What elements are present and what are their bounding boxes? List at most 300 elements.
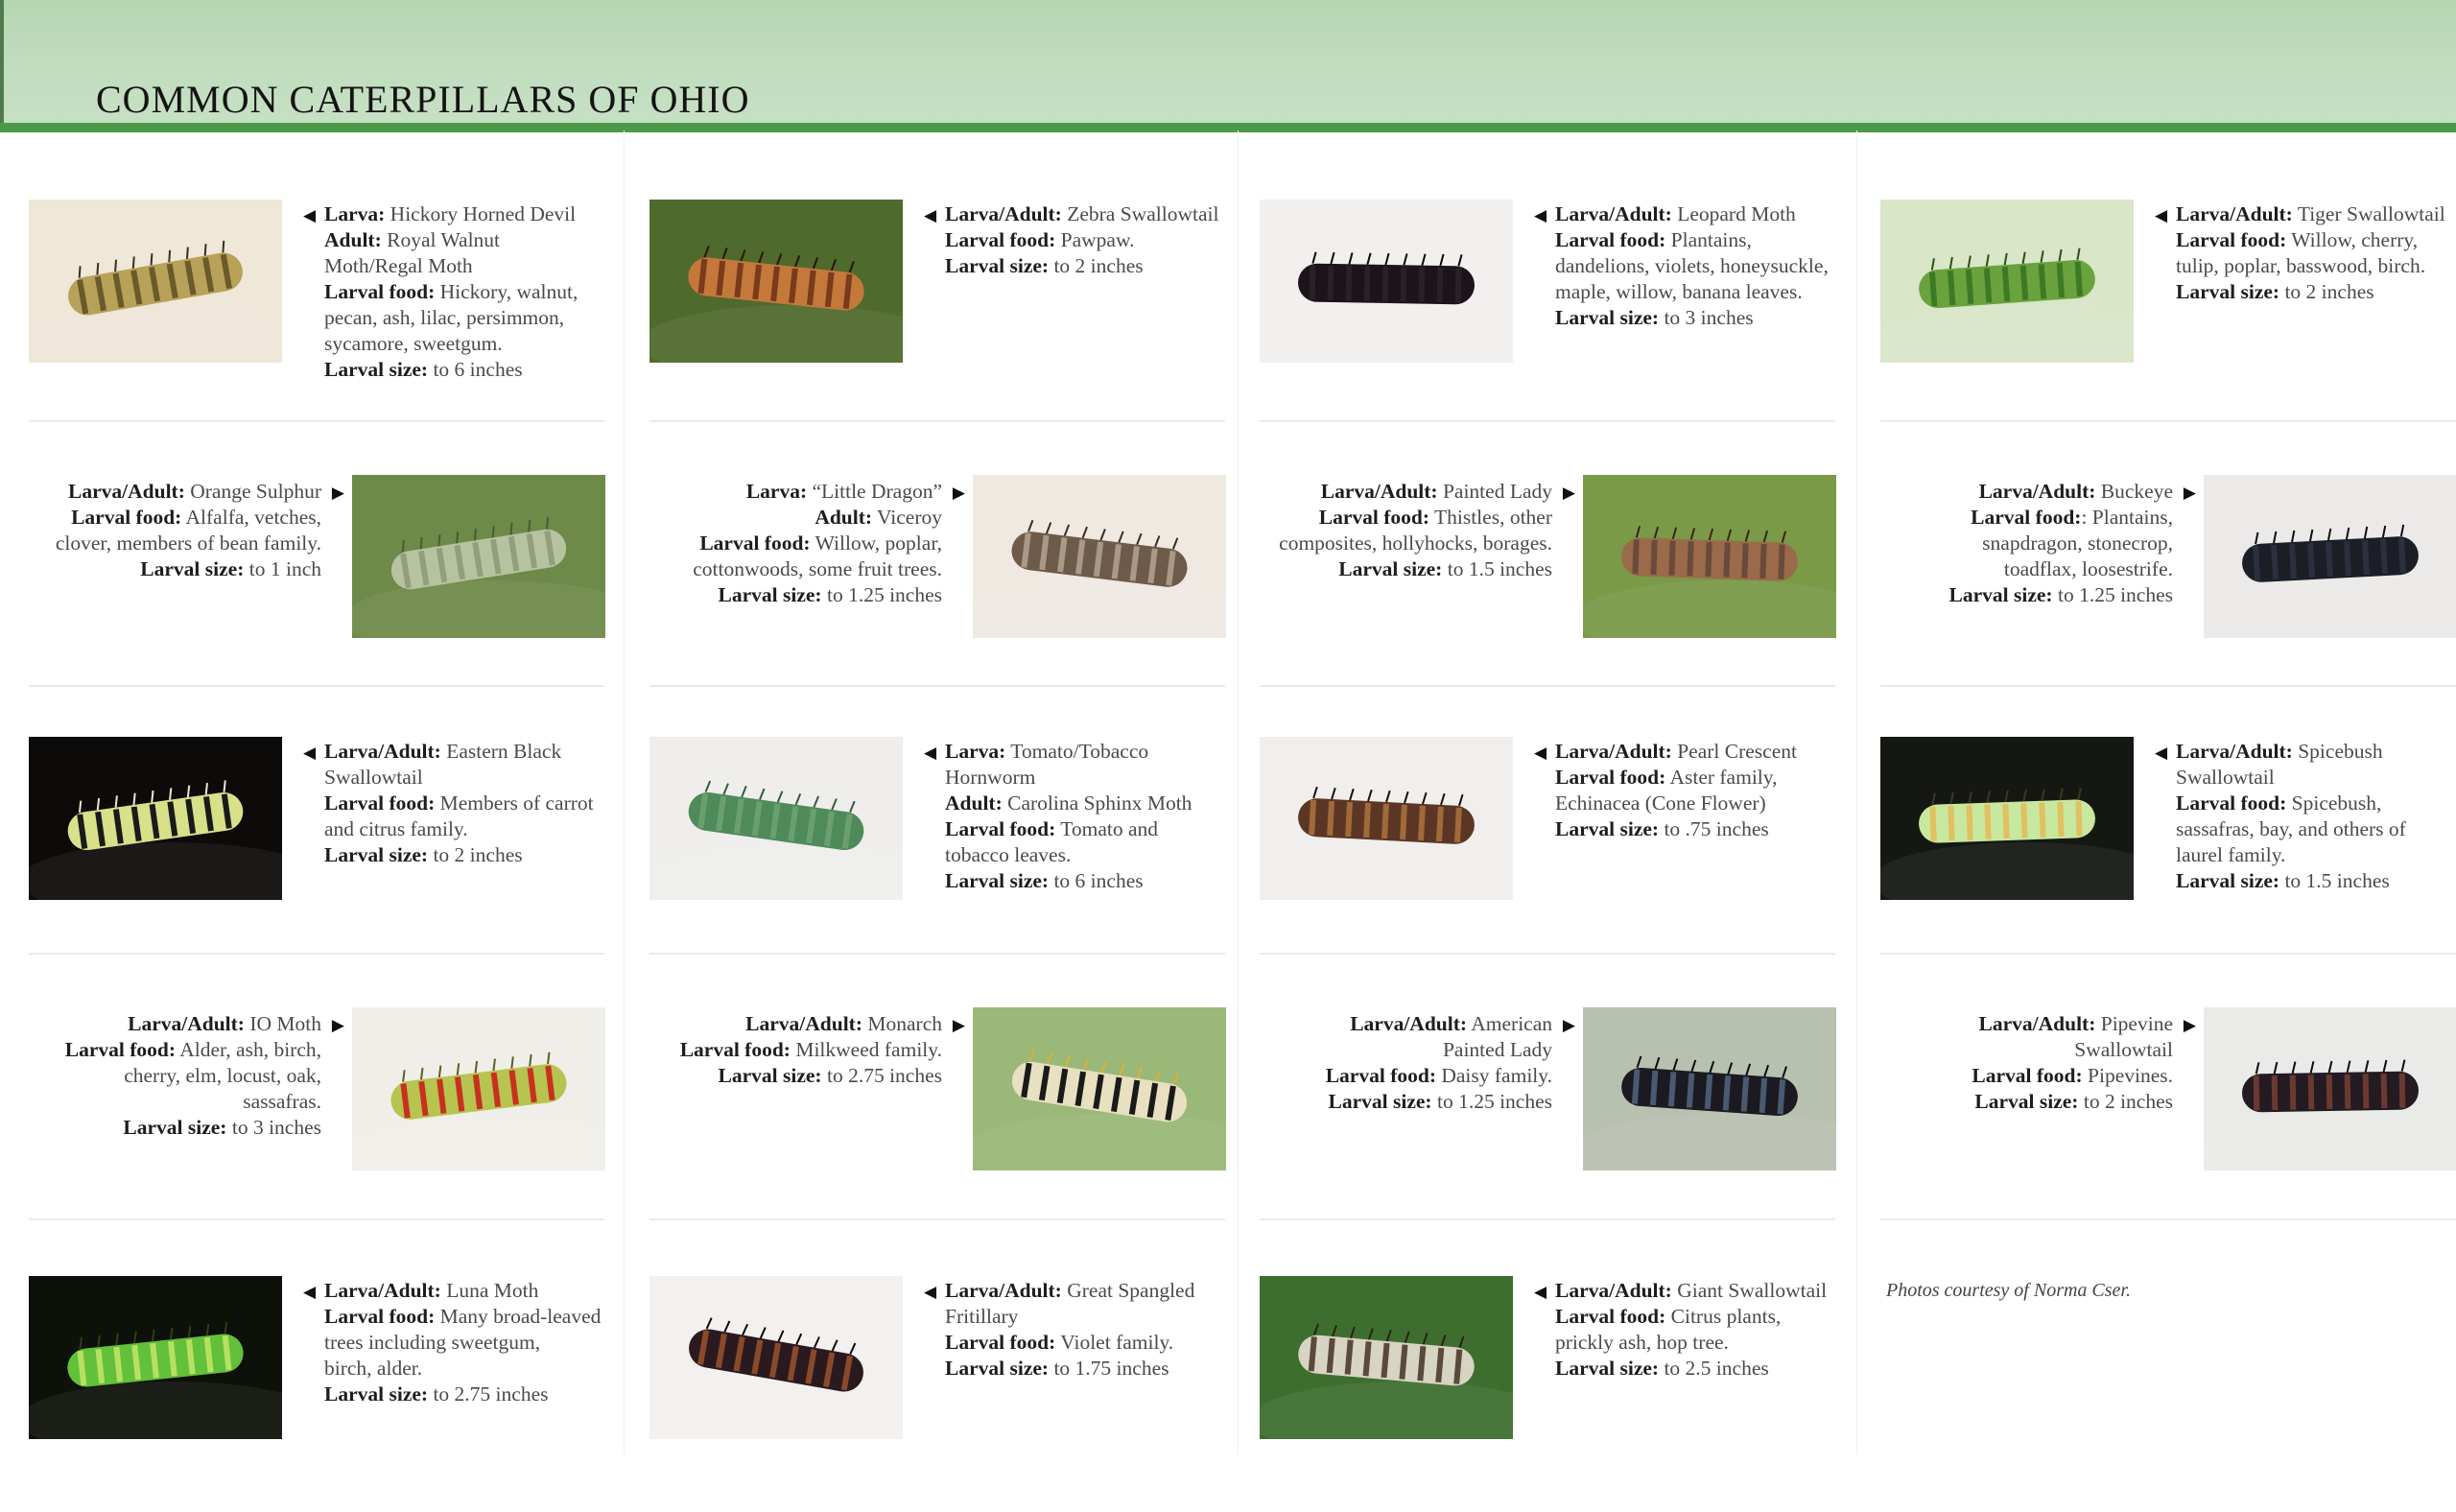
field-label: Larval food:: [64, 1038, 176, 1061]
field-label: Larval food:: [945, 228, 1056, 251]
row-separator: [29, 953, 604, 955]
caterpillar-description: [924, 201, 1238, 279]
description-line: [1555, 765, 1848, 791]
field-value: Hickory Horned Devil: [385, 202, 577, 225]
description-line: [1880, 479, 2173, 505]
field-value: tulip, poplar, basswood, birch.: [2176, 254, 2426, 277]
field-label: Larva/Adult:: [128, 1012, 245, 1035]
field-value: to 6 inches: [428, 358, 523, 381]
field-value: to 2.75 inches: [821, 1064, 942, 1087]
caterpillar-photo: [1260, 200, 1513, 363]
description-line: [1260, 505, 1552, 531]
description-line: [29, 1011, 321, 1037]
description-line: [29, 1037, 321, 1063]
caterpillar-description: [2155, 739, 2456, 894]
description-line: [1555, 791, 1848, 816]
pointer-left-icon: ◀: [1534, 1283, 1547, 1302]
field-value: snapdragon, stonecrop,: [1982, 532, 2173, 555]
field-label: Larval size:: [1555, 306, 1660, 329]
field-label: Larva/Adult:: [1555, 740, 1672, 763]
field-label: Larval food:: [324, 1305, 436, 1328]
field-label: Adult:: [324, 228, 382, 251]
description-line: [324, 1330, 617, 1356]
field-label: Larva/Adult:: [2176, 202, 2293, 225]
field-value: Violet family.: [1055, 1331, 1174, 1354]
pointer-left-icon: ◀: [303, 206, 317, 225]
field-label: Larval food:: [1325, 1064, 1436, 1087]
field-value: Daisy family.: [1435, 1064, 1552, 1087]
field-value: to 2 inches: [2078, 1090, 2173, 1113]
field-label: Larval food:: [1555, 766, 1666, 789]
field-label: Larva/Adult:: [1978, 1012, 2096, 1035]
row-separator: [649, 420, 1225, 422]
field-label: Larval food:: [699, 532, 811, 555]
field-label: Larval food:: [1318, 506, 1429, 529]
field-label: Larval size:: [1328, 1090, 1432, 1113]
description-line: [945, 791, 1238, 816]
field-label: Larva/Adult:: [1320, 480, 1438, 503]
field-value: Alder, ash, birch,: [176, 1038, 321, 1061]
description-line: [1880, 1011, 2173, 1037]
caterpillar-photo: [1583, 1007, 1836, 1170]
field-value: birch, alder.: [324, 1357, 423, 1380]
description-line: [649, 1037, 942, 1063]
field-label: Larval food:: [324, 280, 436, 303]
description-line: [1880, 505, 2173, 531]
caterpillar-photo: [352, 1007, 605, 1170]
field-value: composites, hollyhocks, borages.: [1279, 532, 1552, 555]
field-value: Citrus plants,: [1665, 1305, 1782, 1328]
caterpillar-description: [924, 739, 1238, 894]
field-label: Larval size:: [1555, 1357, 1660, 1380]
field-label: Larval size:: [140, 557, 245, 580]
description-line: [2176, 816, 2456, 842]
field-label: Larval food:: [71, 506, 182, 529]
field-label: Larva/Adult:: [1350, 1012, 1468, 1035]
field-label: Larval size:: [324, 1382, 429, 1406]
field-value: Swallowtail: [2074, 1038, 2173, 1061]
field-value: Giant Swallowtail: [1671, 1279, 1828, 1302]
description-line: [324, 765, 617, 791]
field-label: Larval size:: [2176, 280, 2280, 303]
field-value: pecan, ash, lilac, persimmon,: [324, 306, 565, 329]
description-line: [1260, 1089, 1552, 1115]
row-separator: [29, 420, 604, 422]
field-label: Larval size:: [718, 583, 822, 606]
field-value: to 1.25 inches: [2052, 583, 2173, 606]
description-line: [1880, 531, 2173, 556]
description-line: [945, 816, 1238, 842]
field-value: Tiger Swallowtail: [2292, 202, 2445, 225]
description-line: [1555, 253, 1848, 279]
field-value: Monarch: [862, 1012, 942, 1035]
row-separator: [1260, 685, 1835, 687]
field-label: Larval size:: [324, 358, 429, 381]
field-label: Adult:: [815, 506, 873, 529]
caterpillar-photo: [1583, 475, 1836, 638]
field-value: laurel family.: [2176, 843, 2286, 866]
description-line: [2176, 279, 2456, 305]
caterpillar-photo: [1260, 1276, 1513, 1439]
panel-fold: [1856, 130, 1857, 1454]
field-value: Hickory, walnut,: [435, 280, 579, 303]
field-value: to .75 inches: [1659, 817, 1769, 840]
description-line: [945, 253, 1238, 279]
field-value: to 2.75 inches: [428, 1382, 549, 1406]
field-value: Spicebush: [2292, 740, 2383, 763]
description-line: [324, 305, 617, 331]
field-label: Larva/Adult:: [68, 480, 185, 503]
field-value: to 2 inches: [428, 843, 523, 866]
description-line: [2176, 791, 2456, 816]
field-value: to 1.5 inches: [1442, 557, 1552, 580]
field-value: Pearl Crescent: [1671, 740, 1797, 763]
caterpillar-description: [303, 1278, 617, 1407]
field-value: to 3 inches: [1659, 306, 1754, 329]
caterpillar-photo: [649, 200, 903, 363]
description-line: [1260, 479, 1552, 505]
pointer-left-icon: ◀: [924, 744, 937, 763]
field-value: and citrus family.: [324, 817, 468, 840]
field-value: cottonwoods, some fruit trees.: [693, 557, 942, 580]
field-value: to 2 inches: [1049, 254, 1144, 277]
field-label: Larval food:: [1555, 1305, 1666, 1328]
description-line: [324, 357, 617, 383]
description-line: [649, 582, 942, 608]
field-value: Tomato/Tobacco: [1005, 740, 1149, 763]
description-line: [945, 739, 1238, 765]
caterpillar-description: [303, 201, 617, 383]
field-value: Aster family,: [1665, 766, 1778, 789]
field-value: dandelions, violets, honeysuckle,: [1555, 254, 1829, 277]
field-value: to 1 inch: [244, 557, 321, 580]
description-line: [29, 1089, 321, 1115]
row-separator: [649, 953, 1225, 955]
caterpillar-photo: [1260, 737, 1513, 900]
pointer-left-icon: ◀: [1534, 744, 1547, 763]
field-value: Swallowtail: [2176, 766, 2275, 789]
field-label: Larval food:: [945, 817, 1056, 840]
pointer-left-icon: ◀: [2155, 206, 2168, 225]
field-label: Larval size:: [1974, 1090, 2079, 1113]
field-value: Painted Lady: [1437, 480, 1552, 503]
caterpillar-description: [1534, 201, 1848, 331]
field-value: Echinacea (Cone Flower): [1555, 791, 1766, 815]
pointer-right-icon: ▶: [952, 484, 965, 503]
field-value: Spicebush,: [2286, 791, 2382, 815]
caterpillar-photo: [352, 475, 605, 638]
field-label: Larval size:: [945, 1357, 1050, 1380]
field-label: Larva/Adult:: [945, 202, 1062, 225]
row-separator: [1880, 420, 2456, 422]
row-separator: [649, 1218, 1225, 1220]
description-line: [1555, 279, 1848, 305]
description-line: [1555, 201, 1848, 227]
field-label: Larva:: [324, 202, 386, 225]
field-label: Larva/Adult:: [324, 1279, 441, 1302]
field-value: Painted Lady: [1442, 1038, 1552, 1061]
field-value: : Plantains,: [2081, 506, 2173, 529]
field-value: to 2.5 inches: [1659, 1357, 1769, 1380]
pointer-left-icon: ◀: [303, 1283, 317, 1302]
description-line: [1260, 1037, 1552, 1063]
caterpillar-description: [1880, 479, 2196, 608]
description-line: [1880, 582, 2173, 608]
field-value: Alfalfa, vetches,: [181, 506, 321, 529]
field-value: sassafras.: [243, 1090, 321, 1113]
description-line: [2176, 201, 2456, 227]
description-line: [324, 842, 617, 868]
field-value: Pawpaw.: [1055, 228, 1135, 251]
description-line: [29, 1115, 321, 1141]
field-value: to 6 inches: [1049, 869, 1144, 892]
field-label: Larva/Adult:: [324, 740, 441, 763]
field-label: Larval size:: [1555, 817, 1660, 840]
field-value: trees including sweetgum,: [324, 1331, 541, 1354]
field-label: Larval food:: [1971, 506, 2082, 529]
field-value: to 2 inches: [2279, 280, 2374, 303]
page-title: COMMON CATERPILLARS OF OHIO: [96, 78, 750, 121]
field-value: “Little Dragon”: [807, 480, 942, 503]
caterpillar-photo: [29, 200, 282, 363]
field-value: Eastern Black: [440, 740, 562, 763]
description-line: [2176, 253, 2456, 279]
caterpillar-description: [1880, 1011, 2196, 1115]
field-value: to 3 inches: [226, 1116, 321, 1139]
description-line: [1260, 1063, 1552, 1089]
header-edge: [0, 0, 4, 130]
description-line: [324, 791, 617, 816]
pointer-left-icon: ◀: [2155, 744, 2168, 763]
row-separator: [1880, 953, 2456, 955]
pointer-left-icon: ◀: [1534, 206, 1547, 225]
description-line: [945, 227, 1238, 253]
field-value: Viceroy: [872, 506, 942, 529]
pointer-right-icon: ▶: [331, 484, 344, 503]
photo-credit: Photos courtesy of Norma Cser.: [1886, 1280, 2131, 1301]
description-line: [649, 1063, 942, 1089]
description-line: [1555, 227, 1848, 253]
field-label: Larval size:: [945, 869, 1050, 892]
field-label: Larval food:: [1555, 228, 1666, 251]
description-line: [1555, 1330, 1848, 1356]
field-value: Leopard Moth: [1671, 202, 1796, 225]
description-line: [649, 479, 942, 505]
field-label: Larval food:: [945, 1331, 1056, 1354]
description-line: [1880, 1037, 2173, 1063]
description-line: [324, 279, 617, 305]
field-value: Willow, cherry,: [2286, 228, 2419, 251]
field-value: Plantains,: [1665, 228, 1752, 251]
description-line: [945, 1304, 1238, 1330]
description-line: [1555, 1304, 1848, 1330]
field-value: Great Spangled: [1061, 1279, 1195, 1302]
description-line: [324, 816, 617, 842]
description-line: [945, 201, 1238, 227]
field-value: Milkweed family.: [790, 1038, 942, 1061]
field-value: tobacco leaves.: [945, 843, 1072, 866]
field-label: Larval size:: [324, 843, 429, 866]
field-label: Larval size:: [2176, 869, 2280, 892]
row-separator: [1260, 1218, 1835, 1220]
description-line: [29, 479, 321, 505]
header-rule: [0, 123, 2456, 132]
field-value: toadflax, loosestrife.: [2003, 557, 2173, 580]
row-separator: [29, 685, 604, 687]
field-value: sassafras, bay, and others of: [2176, 817, 2406, 840]
caterpillar-description: [303, 739, 617, 868]
row-separator: [29, 1218, 604, 1220]
description-line: [324, 1304, 617, 1330]
description-line: [649, 1011, 942, 1037]
pointer-left-icon: ◀: [303, 744, 317, 763]
field-value: maple, willow, banana leaves.: [1555, 280, 1803, 303]
description-line: [945, 1356, 1238, 1382]
pointer-right-icon: ▶: [331, 1016, 344, 1035]
description-line: [2176, 765, 2456, 791]
description-line: [1880, 556, 2173, 582]
field-label: Larval size:: [1338, 557, 1443, 580]
field-label: Larval food:: [2176, 791, 2287, 815]
description-line: [945, 868, 1238, 894]
description-line: [324, 1382, 617, 1407]
caterpillar-photo: [649, 737, 903, 900]
caterpillar-photo: [973, 1007, 1226, 1170]
field-label: Larva/Adult:: [2176, 740, 2293, 763]
field-label: Larva/Adult:: [1555, 1279, 1672, 1302]
field-label: Larval food:: [1972, 1064, 2083, 1087]
description-line: [324, 201, 617, 227]
field-value: to 1.5 inches: [2279, 869, 2390, 892]
description-line: [29, 556, 321, 582]
description-line: [324, 1356, 617, 1382]
description-line: [324, 331, 617, 357]
field-label: Larval food:: [324, 791, 436, 815]
field-label: Larva/Adult:: [1978, 480, 2096, 503]
field-value: Moth/Regal Moth: [324, 254, 473, 277]
field-value: Hornworm: [945, 766, 1036, 789]
description-line: [324, 739, 617, 765]
field-value: cherry, elm, locust, oak,: [124, 1064, 321, 1087]
row-separator: [649, 685, 1225, 687]
field-value: Orange Sulphur: [184, 480, 321, 503]
field-value: Luna Moth: [440, 1279, 539, 1302]
description-line: [1260, 1011, 1552, 1037]
description-line: [945, 1330, 1238, 1356]
description-line: [1555, 1278, 1848, 1304]
field-value: to 1.25 inches: [821, 583, 942, 606]
field-label: Larva:: [745, 480, 808, 503]
description-line: [2176, 739, 2456, 765]
field-label: Larval food:: [2176, 228, 2287, 251]
description-line: [1880, 1063, 2173, 1089]
description-line: [2176, 227, 2456, 253]
field-value: Pipevines.: [2082, 1064, 2173, 1087]
field-value: clover, members of bean family.: [55, 532, 321, 555]
caterpillar-description: [1260, 479, 1575, 582]
description-line: [1555, 816, 1848, 842]
description-line: [1260, 531, 1552, 556]
description-line: [1555, 305, 1848, 331]
caterpillar-photo: [29, 1276, 282, 1439]
description-line: [649, 556, 942, 582]
description-line: [1555, 739, 1848, 765]
field-value: American: [1467, 1012, 1552, 1035]
description-line: [324, 1278, 617, 1304]
caterpillar-photo: [1880, 737, 2134, 900]
description-line: [2176, 868, 2456, 894]
caterpillar-photo: [2204, 1007, 2456, 1170]
field-value: Swallowtail: [324, 766, 423, 789]
panel-fold: [624, 130, 625, 1454]
field-label: Larval size:: [1948, 583, 2053, 606]
description-line: [945, 1278, 1238, 1304]
pointer-left-icon: ◀: [924, 206, 937, 225]
field-value: Willow, poplar,: [810, 532, 942, 555]
field-value: Buckeye: [2095, 480, 2173, 503]
field-value: sycamore, sweetgum.: [324, 332, 503, 355]
caterpillar-photo: [973, 475, 1226, 638]
description-line: [649, 531, 942, 556]
field-label: Larval size:: [718, 1064, 822, 1087]
field-value: Pipevine: [2095, 1012, 2173, 1035]
row-separator: [1260, 953, 1835, 955]
description-line: [29, 531, 321, 556]
caterpillar-description: [1534, 739, 1848, 842]
caterpillar-description: [2155, 201, 2456, 305]
row-separator: [1260, 420, 1835, 422]
pointer-right-icon: ▶: [1562, 484, 1575, 503]
caterpillar-description: [1534, 1278, 1848, 1382]
description-line: [324, 253, 617, 279]
caterpillar-photo: [649, 1276, 903, 1439]
description-line: [945, 842, 1238, 868]
caterpillar-description: [649, 479, 965, 608]
field-label: Larval food:: [679, 1038, 791, 1061]
description-line: [324, 227, 617, 253]
caterpillar-photo: [2204, 475, 2456, 638]
field-value: Zebra Swallowtail: [1061, 202, 1219, 225]
description-line: [945, 765, 1238, 791]
field-label: Larva/Adult:: [945, 1279, 1062, 1302]
caterpillar-description: [649, 1011, 965, 1089]
field-label: Larva/Adult:: [1555, 202, 1672, 225]
description-line: [29, 1063, 321, 1089]
field-label: Larva:: [945, 740, 1006, 763]
caterpillar-photo: [29, 737, 282, 900]
caterpillar-description: [924, 1278, 1238, 1382]
description-line: [1555, 1356, 1848, 1382]
description-line: [649, 505, 942, 531]
field-value: Tomato and: [1055, 817, 1159, 840]
field-value: IO Moth: [244, 1012, 321, 1035]
field-value: Royal Walnut: [381, 228, 501, 251]
field-value: to 1.25 inches: [1431, 1090, 1552, 1113]
field-value: Many broad-leaved: [435, 1305, 602, 1328]
field-value: Thistles, other: [1429, 506, 1552, 529]
field-label: Adult:: [945, 791, 1003, 815]
pointer-left-icon: ◀: [924, 1283, 937, 1302]
field-value: Fritillary: [945, 1305, 1019, 1328]
field-value: prickly ash, hop tree.: [1555, 1331, 1729, 1354]
row-separator: [1880, 685, 2456, 687]
field-value: Members of carrot: [435, 791, 594, 815]
field-value: to 1.75 inches: [1049, 1357, 1169, 1380]
field-label: Larval size:: [123, 1116, 227, 1139]
pointer-right-icon: ▶: [952, 1016, 965, 1035]
field-label: Larva/Adult:: [745, 1012, 862, 1035]
pointer-right-icon: ▶: [1562, 1016, 1575, 1035]
